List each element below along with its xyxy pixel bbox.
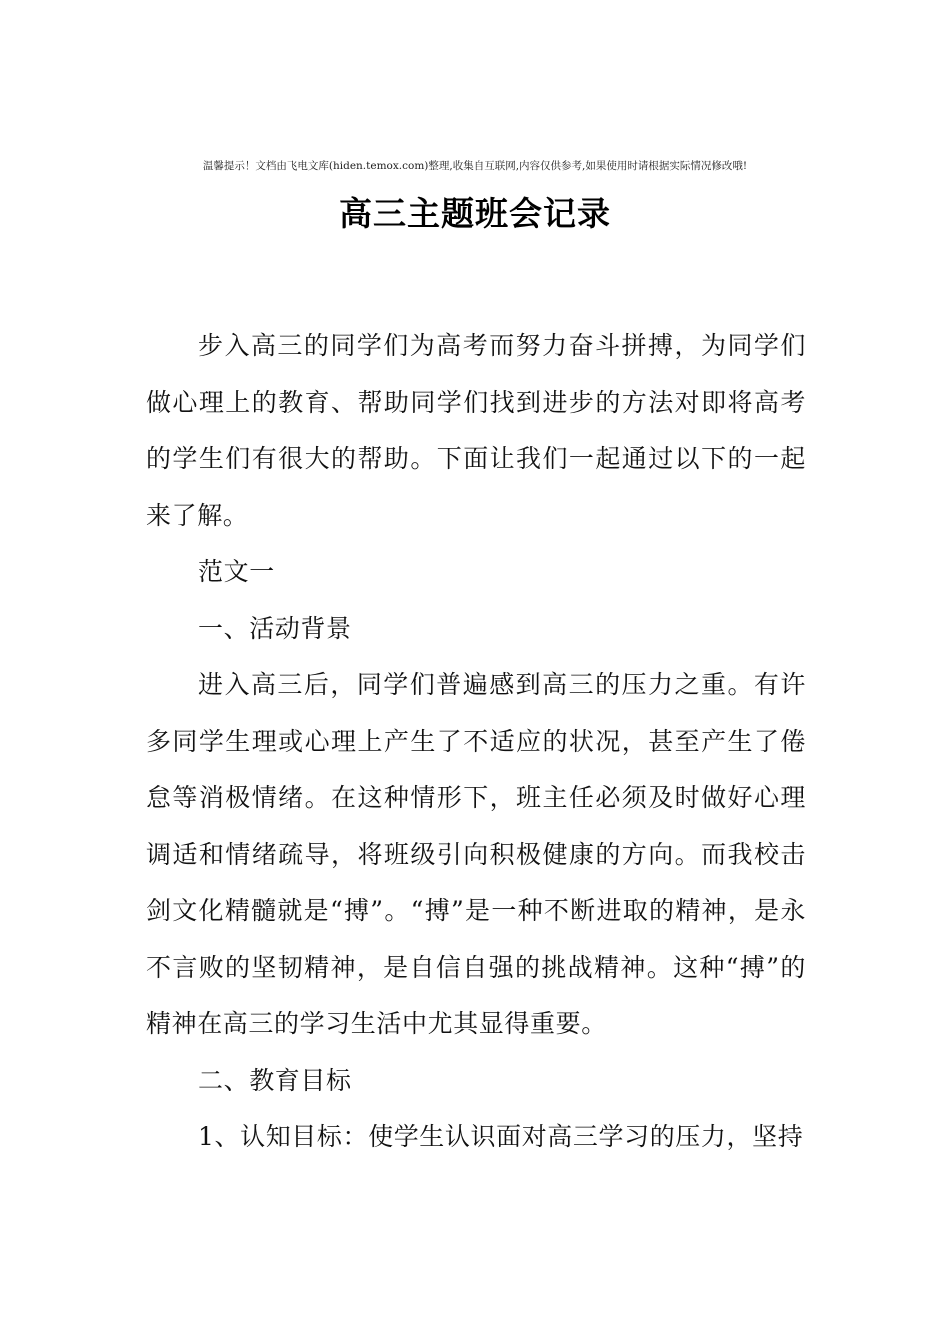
section-heading-background: 一、活动背景 <box>198 613 352 643</box>
paragraph-goal-1: 1、认知目标：使学生认识面对高三学习的压力，坚持 <box>198 1122 804 1151</box>
paragraph-background: 进入高三后，同学们普遍感到高三的压力之重。有许多同学生理或心理上产生了不适应的状况，甚至产生了倦怠等消极情绪。在这种情形下，班主任必须及时做好心理调适和情绪疏导，将班级引向积极健康的方向。而我校击剑文化精髓就是“搏”。“搏”是一种不断进取的精神，是永不言败的坚韧精神，是自信自强的挑战精神。这种“搏”的精神在高三的学习生活中尤其显得重要。 <box>146 670 806 1038</box>
document-title: 高三主题班会记录 <box>339 194 611 233</box>
header-notice: 温馨提示！文档由飞电文库(hiden.temox.com)整理,收集自互联网,内容仅供参考,如果使用时请根据实际情况修改哦! <box>202 160 748 172</box>
section-heading-goals: 二、教育目标 <box>198 1065 352 1095</box>
document-body <box>146 318 806 1166</box>
paragraph-intro: 步入高三的同学们为高考而努力奋斗拼搏，为同学们做心理上的教育、帮助同学们找到进步的方法对即将高考的学生们有很大的帮助。下面让我们一起通过以下的一起来了解。 <box>146 331 806 530</box>
paragraph-sample-heading: 范文一 <box>198 557 275 586</box>
